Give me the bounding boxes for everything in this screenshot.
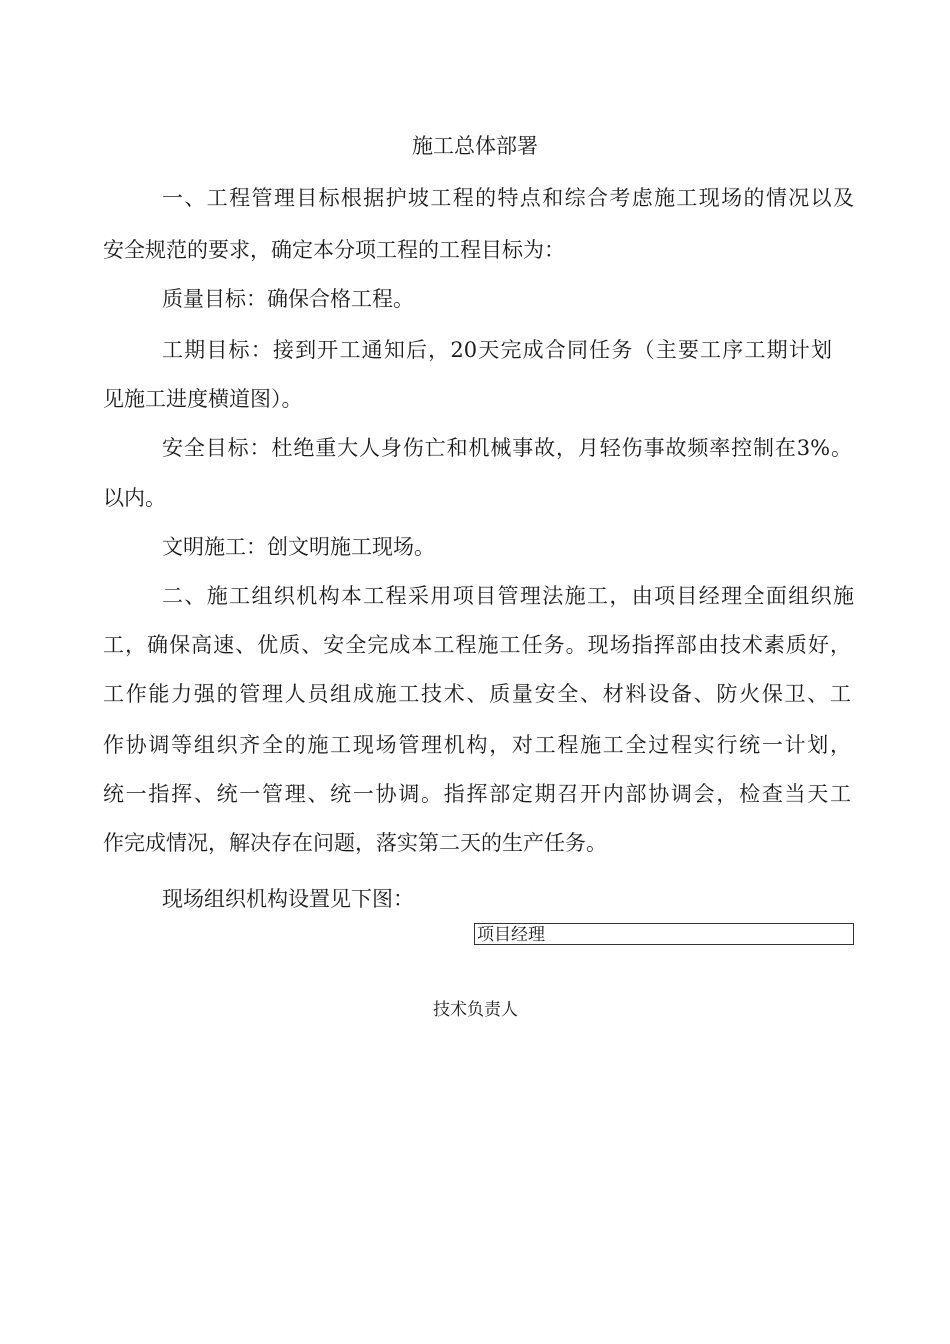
- document-title: 施工总体部署: [412, 134, 538, 158]
- safety-goal-line: 安全目标：杜绝重大人身伤亡和机械事故，月轻伤事故频率控制在3%。: [162, 436, 852, 460]
- section2-paragraph-line: 二、施工组织机构本工程采用项目管理法施工，由项目经理全面组织施: [162, 584, 854, 608]
- section2-paragraph-line: 作协调等组织齐全的施工现场管理机构，对工程施工全过程实行统一计划，: [103, 733, 851, 757]
- project-manager-box: [474, 923, 854, 945]
- org-chart-intro: 现场组织机构设置见下图：: [162, 887, 414, 911]
- schedule-goal-line: 见施工进度横道图）。: [103, 387, 303, 411]
- schedule-goal-line: 工期目标：接到开工通知后，20天完成合同任务（主要工序工期计划: [162, 338, 832, 362]
- section2-paragraph-line: 统一指挥、统一管理、统一协调。指挥部定期召开内部协调会，检查当天工: [103, 782, 851, 806]
- section2-paragraph-line: 工作能力强的管理人员组成施工技术、质量安全、材料设备、防火保卫、工: [103, 682, 851, 706]
- technical-lead-label: 技术负责人: [433, 1000, 518, 1020]
- civil-construction-goal: 文明施工：创文明施工现场。: [162, 535, 435, 559]
- project-manager-label: 项目经理: [477, 925, 545, 945]
- section2-paragraph-line: 作完成情况，解决存在问题，落实第二天的生产任务。: [103, 831, 607, 855]
- section2-paragraph-line: 工，确保高速、优质、安全完成本工程施工任务。现场指挥部由技术素质好，: [103, 633, 851, 657]
- section1-paragraph-line: 一、工程管理目标根据护坡工程的特点和综合考虑施工现场的情况以及: [162, 186, 854, 210]
- quality-goal: 质量目标：确保合格工程。: [162, 287, 414, 311]
- safety-goal-line: 以内。: [103, 486, 166, 510]
- section1-paragraph-line: 安全规范的要求，确定本分项工程的工程目标为：: [103, 238, 565, 262]
